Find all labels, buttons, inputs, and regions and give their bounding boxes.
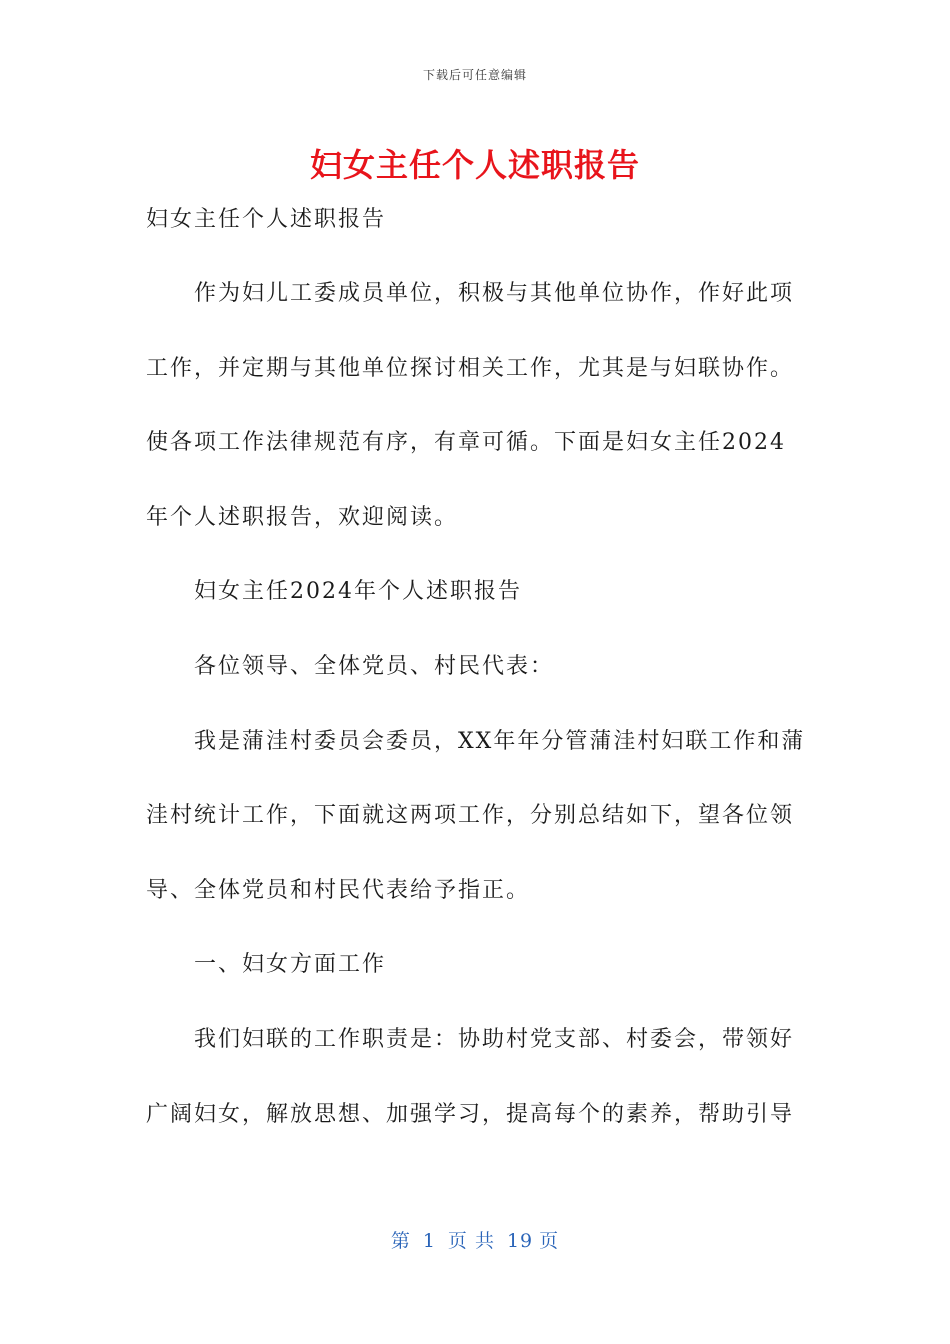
page-footer bbox=[0, 1226, 950, 1253]
footer-middle: 页 共 bbox=[447, 1230, 495, 1252]
document-title: 妇女主任个人述职报告 bbox=[309, 146, 640, 184]
header-note: 下载后可任意编辑 bbox=[422, 68, 527, 82]
footer-prefix: 第 bbox=[390, 1230, 411, 1252]
paragraph-duties: 我们妇联的工作职责是：协助村党支部、村委会，带领好广阔妇女，解放思想、加强学习，提高每个的素养，帮助引导 bbox=[146, 1026, 795, 1127]
paragraph-salutation: 各位领导、全体党员、村民代表： bbox=[194, 653, 555, 679]
section-heading-women-work: 一、妇女方面工作 bbox=[194, 952, 387, 978]
document-body bbox=[146, 196, 806, 1152]
footer-current-page: 1 bbox=[422, 1230, 436, 1252]
paragraph-report-title: 妇女主任2024年个人述职报告 bbox=[194, 579, 522, 605]
paragraph-intro: 作为妇儿工委成员单位，积极与其他单位协作，作好此项工作，并定期与其他单位探讨相关工作，尤其是与妇联协作。使各项工作法律规范有序，有章可循。下面是妇女主任2024年个人述职报告，欢迎阅读。 bbox=[146, 281, 795, 530]
footer-suffix: 页 bbox=[539, 1230, 560, 1252]
paragraph-self-intro: 我是蒲洼村委员会委员，XX年年分管蒲洼村妇联工作和蒲洼村统计工作，下面就这两项工作，分别总结如下，望各位领导、全体党员和村民代表给予指正。 bbox=[146, 728, 806, 903]
paragraph-subtitle: 妇女主任个人述职报告 bbox=[146, 207, 387, 232]
footer-total-pages: 19 bbox=[506, 1230, 534, 1252]
